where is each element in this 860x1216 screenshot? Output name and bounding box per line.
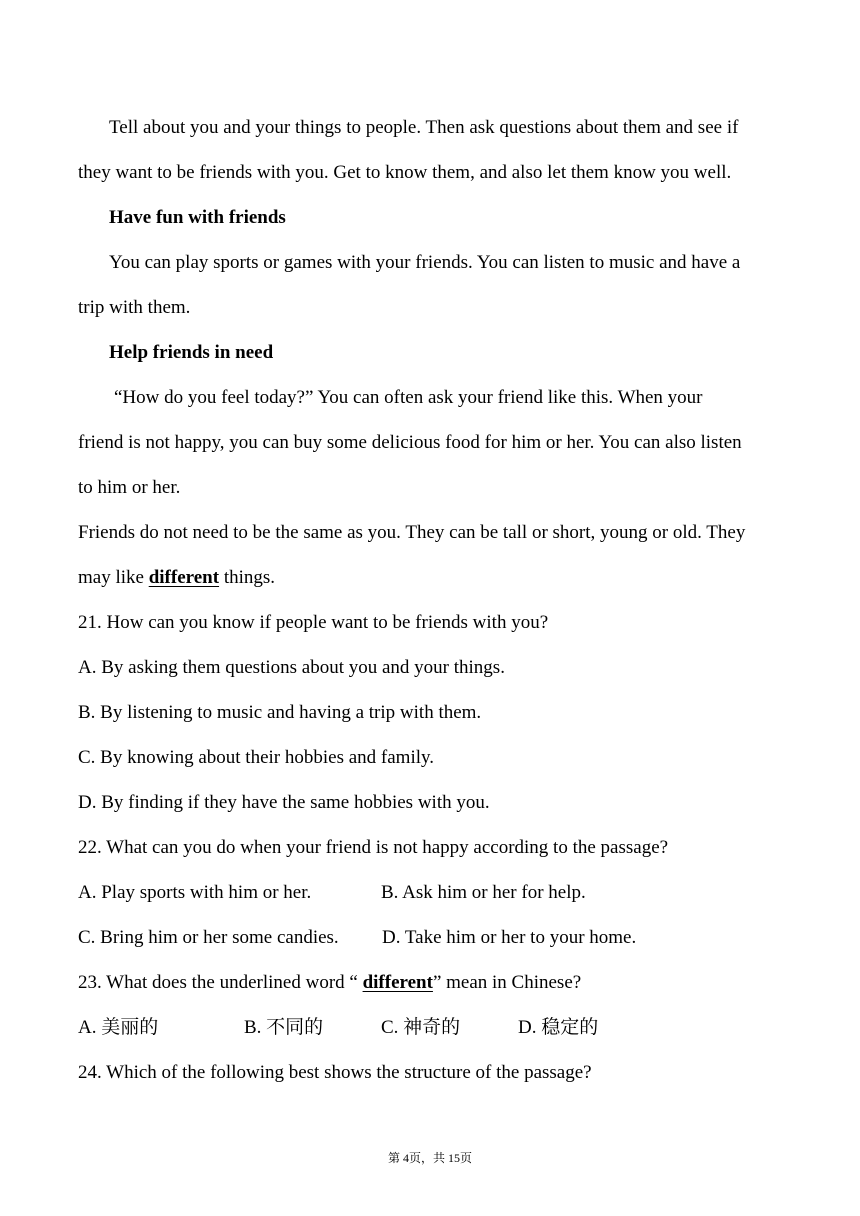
passage-paragraph-1-line-2: they want to be friends with you. Get to know them, and also let them know you well. [78, 162, 732, 183]
question-23-stem [78, 970, 581, 996]
question-24-stem: 24. Which of the following best shows the structure of the passage? [78, 1062, 592, 1083]
question-22-stem: 22. What can you do when your friend is not happy according to the passage? [78, 837, 669, 858]
passage-paragraph-2-line-1: You can play sports or games with your friends. You can listen to music and have a [109, 252, 741, 273]
underlined-word: different [148, 567, 220, 588]
question-23-option-a: A. 美丽的 [78, 1017, 159, 1038]
question-21-option-b: B. By listening to music and having a trip with them. [78, 702, 482, 723]
question-21-option-a: A. By asking them questions about you and your things. [78, 657, 505, 678]
passage-paragraph-4-line-1: Friends do not need to be the same as you. They can be tall or short, young or old. They [78, 522, 746, 543]
question-22-option-c: C. Bring him or her some candies. [78, 927, 339, 948]
underlined-word: different [362, 972, 433, 993]
passage-paragraph-2-line-2: trip with them. [78, 297, 191, 318]
passage-paragraph-1-line-1: Tell about you and your things to people. Then ask questions about them and see if [109, 117, 739, 138]
section-heading-have-fun: Have fun with friends [109, 207, 286, 228]
question-text: ” mean in Chinese? [432, 972, 582, 993]
passage-paragraph-3-line-1: “How do you feel today?” You can often ask your friend like this. When your [114, 387, 703, 408]
section-heading-help-friends: Help friends in need [109, 342, 274, 363]
question-22-option-a: A. Play sports with him or her. [78, 882, 312, 903]
passage-paragraph-3-line-3: to him or her. [78, 477, 181, 498]
question-21-option-c: C. By knowing about their hobbies and family. [78, 747, 435, 768]
question-23-option-d: D. 稳定的 [518, 1017, 599, 1038]
question-23-option-c: C. 神奇的 [381, 1017, 461, 1038]
question-21-option-d: D. By finding if they have the same hobbies with you. [78, 792, 490, 813]
passage-paragraph-4-line-2 [78, 565, 275, 591]
passage-paragraph-3-line-2: friend is not happy, you can buy some delicious food for him or her. You can also listen [78, 432, 742, 453]
question-23-option-b: B. 不同的 [244, 1017, 324, 1038]
question-22-option-b: B. Ask him or her for help. [381, 882, 586, 903]
question-22-option-d: D. Take him or her to your home. [382, 927, 637, 948]
question-text: 23. What does the underlined word “ [78, 972, 363, 993]
question-21-stem: 21. How can you know if people want to be friends with you? [78, 612, 549, 633]
paragraph-text: may like [78, 567, 149, 588]
paragraph-text: things. [219, 567, 276, 588]
page-number-footer: 第 4页，共 15页 [387, 1151, 472, 1165]
